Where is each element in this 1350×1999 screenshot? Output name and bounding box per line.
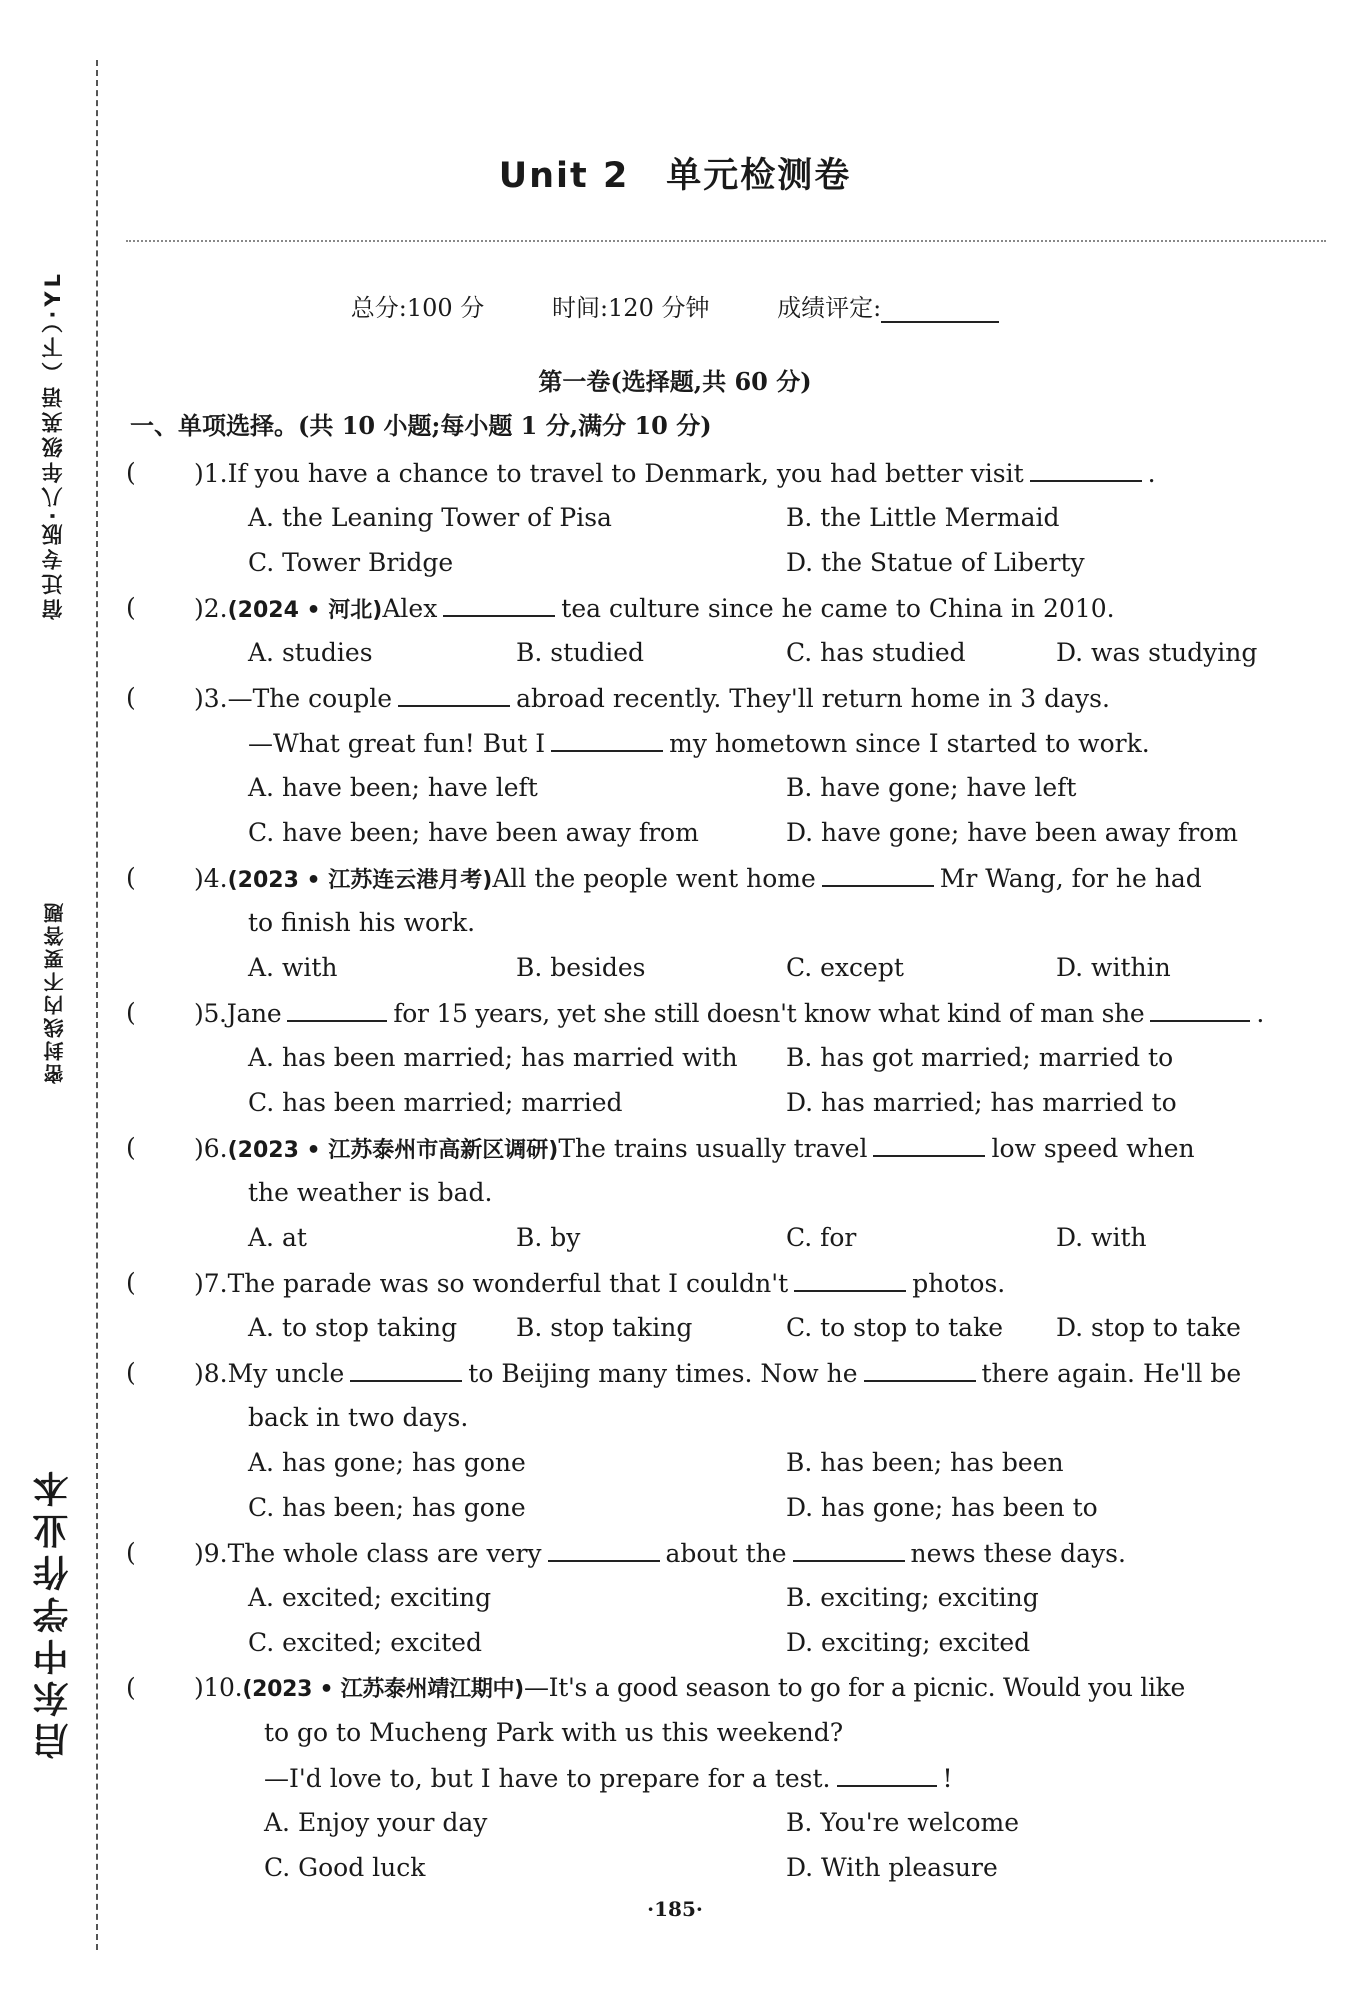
total-score: 总分:100 分 xyxy=(350,294,485,322)
option-c[interactable]: C. to stop to take xyxy=(786,1313,1003,1342)
option-d[interactable]: D. exciting; excited xyxy=(786,1628,1031,1657)
option-b[interactable]: B. have gone; have left xyxy=(786,773,1077,802)
option-d[interactable]: D. have gone; have been away from xyxy=(786,818,1238,847)
question-source: (2023 • 江苏泰州市高新区调研) xyxy=(227,1138,559,1163)
question-list xyxy=(126,450,1326,1890)
option-d[interactable]: D. stop to take xyxy=(1056,1313,1241,1342)
question-9: ( )9.The whole class are very about the news these days. A. excited; exciting B. exciting; exciting C. excited; excited D. exciting; excited xyxy=(126,1530,1326,1665)
edition-label: 宿迁专版·八年级英语（下）·YL xyxy=(41,270,65,621)
answer-blank[interactable] xyxy=(1030,450,1142,482)
answer-blank[interactable] xyxy=(443,585,555,617)
option-a[interactable]: A. studies xyxy=(248,638,373,667)
option-b[interactable]: B. stop taking xyxy=(516,1313,693,1342)
seal-notice: 密封线内不要答题 xyxy=(43,900,67,1084)
answer-blank[interactable] xyxy=(837,1755,937,1787)
option-b[interactable]: B. besides xyxy=(516,953,646,982)
answer-blank[interactable] xyxy=(822,855,934,887)
answer-parens[interactable]: ( xyxy=(126,998,136,1027)
exam-meta xyxy=(0,288,1350,323)
option-c[interactable]: C. for xyxy=(786,1223,857,1252)
question-1: ( )1.If you have a chance to travel to Denmark, you had better visit . A. the Leaning Tower of Pisa B. the Little Mermaid C. Tower Bridge D. the Statue of Liberty xyxy=(126,450,1326,585)
question-8: ( )8.My uncle to Beijing many times. Now he there again. He'll be back in two days. A. has gone; has gone B. has been; has been C. has been; has gone D. has gone; has been to xyxy=(126,1350,1326,1530)
brand-name: 启东中学作业本 xyxy=(33,1465,74,1759)
option-a[interactable]: A. to stop taking xyxy=(248,1313,458,1342)
option-c[interactable]: C. has been; has gone xyxy=(248,1493,526,1522)
option-d[interactable]: D. with xyxy=(1056,1223,1147,1252)
option-a[interactable]: A. has been married; has married with xyxy=(248,1043,738,1072)
question-source: (2023 • 江苏泰州靖江期中) xyxy=(242,1677,524,1702)
answer-parens[interactable]: ( xyxy=(126,863,136,892)
option-b[interactable]: B. studied xyxy=(516,638,645,667)
answer-parens[interactable]: ( xyxy=(126,458,136,487)
part-title: 第一卷(选择题,共 60 分) xyxy=(538,367,812,396)
seal-line xyxy=(96,60,98,1950)
option-c[interactable]: C. Tower Bridge xyxy=(248,548,454,577)
answer-parens[interactable]: ( xyxy=(126,1673,136,1702)
question-3: ( )3.—The couple abroad recently. They'll return home in 3 days. —What great fun! But I my hometown since I started to work. A. have been; have left B. have gone; have left C. have been; have been away from D. have gone; have been away from xyxy=(126,675,1326,855)
question-10: ( )10.(2023 • 江苏泰州靖江期中)—It's a good season to go for a picnic. Would you like to go to Mucheng Park with us this weekend? —I'd love to, but I have to prepare for a test. ! A. Enjoy your day B. You're welcome C. Good luck D. With pleasure xyxy=(126,1665,1326,1890)
option-b[interactable]: B. has been; has been xyxy=(786,1448,1064,1477)
option-c[interactable]: C. has been married; married xyxy=(248,1088,623,1117)
answer-blank[interactable] xyxy=(350,1350,462,1382)
option-a[interactable]: A. the Leaning Tower of Pisa xyxy=(248,503,612,532)
grade-blank[interactable] xyxy=(881,295,999,323)
option-b[interactable]: B. has got married; married to xyxy=(786,1043,1174,1072)
question-5: ( )5.Jane for 15 years, yet she still doesn't know what kind of man she . A. has been married; has married with B. has got married; married to C. has been married; married D. has married; has married to xyxy=(126,990,1326,1125)
answer-blank[interactable] xyxy=(551,720,663,752)
answer-parens[interactable]: ( xyxy=(126,683,136,712)
question-source: (2023 • 江苏连云港月考) xyxy=(227,868,493,893)
option-b[interactable]: B. You're welcome xyxy=(786,1808,1020,1837)
option-a[interactable]: A. at xyxy=(248,1223,307,1252)
answer-blank[interactable] xyxy=(548,1530,660,1562)
option-c[interactable]: C. excited; excited xyxy=(248,1628,482,1657)
time-limit: 时间:120 分钟 xyxy=(551,294,710,322)
option-d[interactable]: D. has gone; has been to xyxy=(786,1493,1098,1522)
question-4: ( )4.(2023 • 江苏连云港月考)All the people went home Mr Wang, for he had to finish his work. A. with B. besides C. except D. within xyxy=(126,855,1326,990)
answer-parens[interactable]: ( xyxy=(126,1268,136,1297)
option-b[interactable]: B. exciting; exciting xyxy=(786,1583,1039,1612)
option-c[interactable]: C. have been; have been away from xyxy=(248,818,699,847)
answer-parens[interactable]: ( xyxy=(126,593,136,622)
option-b[interactable]: B. the Little Mermaid xyxy=(786,503,1060,532)
answer-blank[interactable] xyxy=(793,1530,905,1562)
option-b[interactable]: B. by xyxy=(516,1223,581,1252)
answer-parens[interactable]: ( xyxy=(126,1538,136,1567)
answer-parens[interactable]: ( xyxy=(126,1358,136,1387)
option-d[interactable]: D. With pleasure xyxy=(786,1853,998,1882)
option-d[interactable]: D. has married; has married to xyxy=(786,1088,1177,1117)
answer-blank[interactable] xyxy=(873,1125,985,1157)
header-divider xyxy=(126,240,1326,242)
option-d[interactable]: D. was studying xyxy=(1056,638,1258,667)
option-d[interactable]: D. within xyxy=(1056,953,1171,982)
option-a[interactable]: A. Enjoy your day xyxy=(264,1808,488,1837)
option-a[interactable]: A. excited; exciting xyxy=(248,1583,492,1612)
section-title: 一、单项选择。(共 10 小题;每小题 1 分,满分 10 分) xyxy=(130,411,712,440)
grade-field xyxy=(777,288,999,323)
answer-blank[interactable] xyxy=(398,675,510,707)
answer-parens[interactable]: ( xyxy=(126,1133,136,1162)
option-a[interactable]: A. has gone; has gone xyxy=(248,1448,526,1477)
question-source: (2024 • 河北) xyxy=(227,598,383,623)
option-c[interactable]: C. except xyxy=(786,953,904,982)
option-c[interactable]: C. Good luck xyxy=(264,1853,426,1882)
question-6: ( )6.(2023 • 江苏泰州市高新区调研)The trains usually travel low speed when the weather is bad. A. at B. by C. for D. with xyxy=(126,1125,1326,1260)
answer-blank[interactable] xyxy=(1150,990,1250,1022)
page-title: Unit 2 单元检测卷 xyxy=(498,156,852,196)
option-c[interactable]: C. has studied xyxy=(786,638,966,667)
answer-blank[interactable] xyxy=(864,1350,976,1382)
grade-label: 成绩评定: xyxy=(777,294,882,322)
page-number: ·185· xyxy=(647,1897,703,1921)
answer-blank[interactable] xyxy=(287,990,387,1022)
question-2: ( )2.(2024 • 河北)Alex tea culture since he came to China in 2010. A. studies B. studied C. has studied D. was studying xyxy=(126,585,1326,675)
option-a[interactable]: A. with xyxy=(248,953,338,982)
answer-blank[interactable] xyxy=(794,1260,906,1292)
option-a[interactable]: A. have been; have left xyxy=(248,773,538,802)
option-d[interactable]: D. the Statue of Liberty xyxy=(786,548,1085,577)
question-7: ( )7.The parade was so wonderful that I couldn't photos. A. to stop taking B. stop taking C. to stop to take D. stop to take xyxy=(126,1260,1326,1350)
